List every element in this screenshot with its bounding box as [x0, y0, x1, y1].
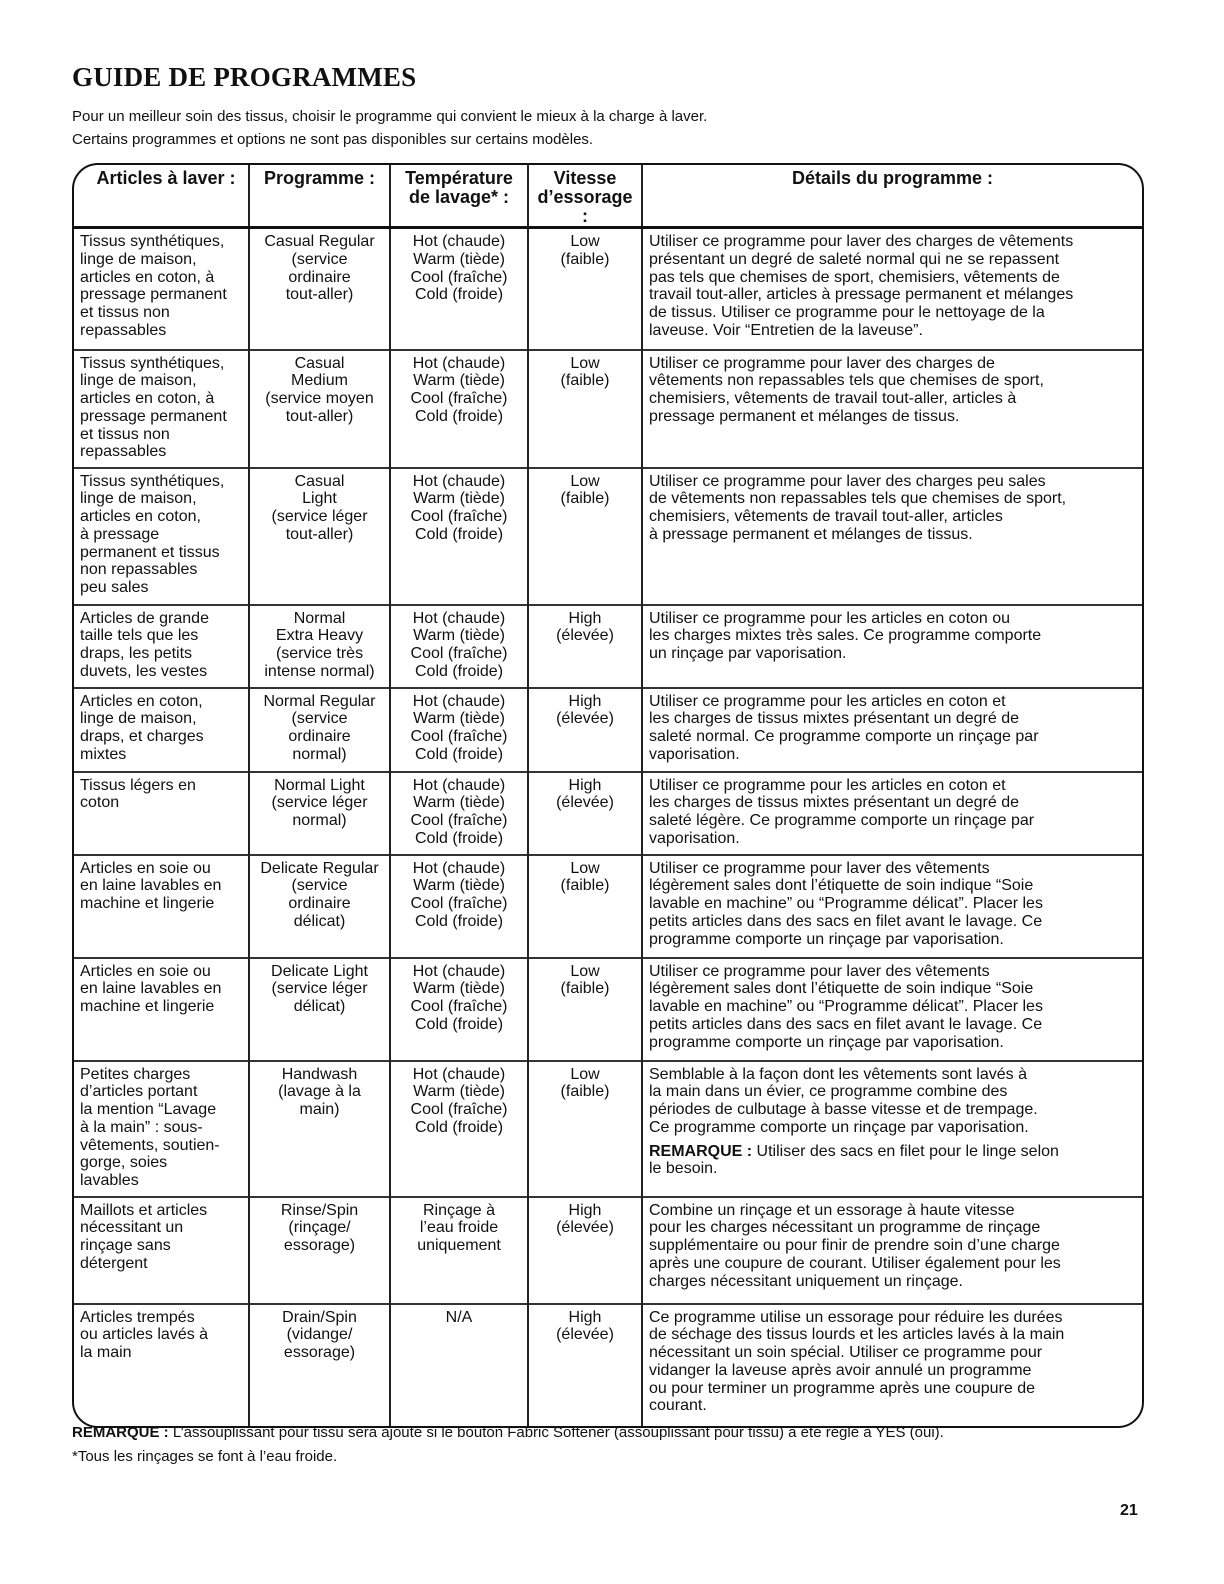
cell-articles	[74, 1061, 249, 1197]
cell-details	[642, 772, 1142, 855]
cell-vitesse	[528, 772, 642, 855]
cell-articles	[74, 228, 249, 350]
details-text: Utiliser ce programme pour laver des vêtements légèrement sales dont l’étiquette de soin indique “Soie lavable en machine” ou “Programme délicat”. Placer les petits articles dans des sacs en filet avant le lavage. Ce programme comporte un rinçage par vaporisation.	[649, 859, 1043, 948]
cell-articles	[74, 1304, 249, 1426]
cell-details	[642, 1197, 1142, 1304]
cell-vitesse	[528, 605, 642, 688]
header-programme: Programme :	[249, 165, 390, 228]
vitesse-text: High (élevée)	[556, 1201, 614, 1237]
details-text: Utiliser ce programme pour laver des vêtements légèrement sales dont l’étiquette de soin indique “Soie lavable en machine” ou “Programme délicat”. Placer les petits articles dans des sacs en filet avant le lavage. Ce programme comporte un rinçage par vaporisation.	[649, 962, 1043, 1051]
programme-text: Normal Light (service léger normal)	[271, 776, 368, 830]
temperature-text: Hot (chaude) Warm (tiède) Cool (fraîche) Cold (froide)	[410, 354, 508, 425]
row-note-label: REMARQUE :	[649, 1142, 753, 1160]
cell-details	[642, 1304, 1142, 1426]
table-row	[74, 688, 1142, 772]
vitesse-text: High (élevée)	[556, 776, 614, 812]
temperature-text: N/A	[445, 1308, 473, 1326]
articles-text: Articles trempés ou articles lavés à la main	[80, 1308, 209, 1362]
details-text: Combine un rinçage et un essorage à haute vitesse pour les charges nécessitant un programme de rinçage supplémentaire ou pour finir de prendre soin d’une charge après une coupure de courant. Utiliser également pour les charges nécessitant uniquement un rinçage.	[649, 1201, 1061, 1290]
table-row	[74, 605, 1142, 688]
table-row	[74, 468, 1142, 605]
page-number: 21	[1120, 1502, 1138, 1519]
temperature-text: Hot (chaude) Warm (tiède) Cool (fraîche) Cold (froide)	[410, 1065, 508, 1136]
footnote: *Tous les rinçages se font à l’eau froide.	[72, 1448, 338, 1465]
programme-text: Casual Medium (service moyen tout-aller)	[265, 354, 374, 425]
articles-text: Tissus synthétiques, linge de maison, articles en coton, à pressage permanent et tissus non repassables	[80, 233, 227, 339]
cell-vitesse	[528, 468, 642, 605]
cell-articles	[74, 958, 249, 1061]
articles-text: Petites charges d’articles portant la mention “Lavage à la main” : sous- vêtements, soutien- gorge, soies lavables	[80, 1065, 220, 1190]
cell-articles	[74, 1197, 249, 1304]
header-vitesse: Vitesse d’essorage :	[528, 165, 642, 228]
table-row	[74, 1197, 1142, 1304]
cell-articles	[74, 772, 249, 855]
temperature-text: Hot (chaude) Warm (tiède) Cool (fraîche) Cold (froide)	[410, 962, 508, 1033]
cell-programme	[249, 605, 390, 688]
table-row	[74, 772, 1142, 855]
table-row	[74, 350, 1142, 468]
programme-text: Delicate Regular (service ordinaire délicat)	[260, 859, 379, 930]
cell-programme	[249, 958, 390, 1061]
articles-text: Tissus légers en coton	[80, 776, 196, 812]
vitesse-text: Low (faible)	[560, 354, 610, 390]
page-title: GUIDE DE PROGRAMMES	[72, 62, 417, 92]
vitesse-text: Low (faible)	[560, 472, 610, 508]
details-text: Utiliser ce programme pour laver des charges de vêtements présentant un degré de saleté normal qui ne se repassent pas tels que chemises de sport, chemisiers, vêtements de travail tout-aller, articles à pressage permanent et mélanges de tissus. Utiliser ce programme pour le nettoyage de la laveuse. Voir “Entretien de la laveuse”.	[649, 233, 1074, 339]
temperature-text: Hot (chaude) Warm (tiède) Cool (fraîche) Cold (froide)	[410, 776, 508, 847]
vitesse-text: Low (faible)	[560, 1065, 610, 1101]
cell-details	[642, 605, 1142, 688]
cell-vitesse	[528, 688, 642, 772]
table-row	[74, 958, 1142, 1061]
footer-note-label: REMARQUE :	[72, 1424, 169, 1441]
cell-articles	[74, 605, 249, 688]
cell-temperature	[390, 228, 528, 350]
vitesse-text: High (élevée)	[556, 609, 614, 645]
programme-table	[72, 163, 1144, 1428]
cell-programme	[249, 468, 390, 605]
cell-articles	[74, 468, 249, 605]
intro-line-1: Pour un meilleur soin des tissus, choisir le programme qui convient le mieux à la charge à laver.	[72, 108, 708, 125]
cell-vitesse	[528, 1061, 642, 1197]
cell-programme	[249, 1061, 390, 1197]
details-text: Utiliser ce programme pour les articles en coton ou les charges mixtes très sales. Ce programme comporte un rinçage par vaporisation.	[649, 609, 1042, 663]
cell-temperature	[390, 1061, 528, 1197]
header-articles: Articles à laver :	[74, 165, 249, 228]
header-details: Détails du programme :	[642, 165, 1142, 228]
footer-note-text: L’assouplissant pour tissu sera ajouté si le bouton Fabric Softener (assouplissant pour tissu) a été réglé à YES (oui).	[168, 1424, 944, 1441]
vitesse-text: Low (faible)	[560, 233, 610, 268]
cell-details	[642, 958, 1142, 1061]
cell-details	[642, 350, 1142, 468]
vitesse-text: Low (faible)	[560, 962, 610, 998]
table-row	[74, 228, 1142, 350]
temperature-text: Hot (chaude) Warm (tiède) Cool (fraîche) Cold (froide)	[410, 859, 508, 930]
cell-vitesse	[528, 1197, 642, 1304]
cell-temperature	[390, 1304, 528, 1426]
cell-articles	[74, 855, 249, 958]
articles-text: Articles de grande taille tels que les draps, les petits duvets, les vestes	[80, 609, 209, 680]
programme-text: Normal Regular (service ordinaire normal)	[263, 692, 376, 763]
header-temperature: Température de lavage* :	[390, 165, 528, 228]
cell-programme	[249, 855, 390, 958]
cell-vitesse	[528, 228, 642, 350]
cell-details	[642, 228, 1142, 350]
footer-note	[72, 1424, 944, 1441]
cell-articles	[74, 350, 249, 468]
cell-temperature	[390, 605, 528, 688]
cell-temperature	[390, 350, 528, 468]
cell-programme	[249, 228, 390, 350]
programme-text: Casual Regular (service ordinaire tout-aller)	[264, 233, 375, 304]
cell-programme	[249, 350, 390, 468]
articles-text: Tissus synthétiques, linge de maison, articles en coton, à pressage permanent et tissus non repassables peu sales	[80, 472, 225, 597]
row-note-text: Utiliser des sacs en filet pour le linge selon le besoin.	[649, 1142, 1059, 1178]
temperature-text: Rinçage à l’eau froide uniquement	[417, 1201, 501, 1255]
temperature-text: Hot (chaude) Warm (tiède) Cool (fraîche) Cold (froide)	[410, 233, 508, 304]
table-row	[74, 1304, 1142, 1426]
programme-text: Casual Light (service léger tout-aller)	[271, 472, 368, 543]
cell-programme	[249, 688, 390, 772]
cell-programme	[249, 772, 390, 855]
cell-vitesse	[528, 855, 642, 958]
cell-vitesse	[528, 1304, 642, 1426]
details-text: Ce programme utilise un essorage pour réduire les durées de séchage des tissus lourds et les articles lavés à la main nécessitant un soin spécial. Utiliser ce programme pour vidanger la laveuse après avoir annulé un programme ou pour terminer un programme après une coupure de courant.	[649, 1308, 1065, 1415]
programme-text: Handwash (lavage à la main)	[278, 1065, 361, 1119]
details-text: Semblable à la façon dont les vêtements sont lavés à la main dans un évier, ce programme combine des périodes de culbutage à basse vitesse et de trempage. Ce programme comporte un rinçage par vaporisation.	[649, 1065, 1038, 1136]
cell-vitesse	[528, 350, 642, 468]
articles-text: Articles en soie ou en laine lavables en machine et lingerie	[80, 859, 222, 913]
cell-vitesse	[528, 958, 642, 1061]
details-text: Utiliser ce programme pour laver des charges de vêtements non repassables tels que chemises de sport, chemisiers, vêtements de travail tout-aller, articles à pressage permanent et mélanges de tissus.	[649, 354, 1044, 425]
cell-details	[642, 855, 1142, 958]
cell-details	[642, 1061, 1142, 1197]
vitesse-text: High (élevée)	[556, 692, 614, 728]
table-row	[74, 1061, 1142, 1197]
temperature-text: Hot (chaude) Warm (tiède) Cool (fraîche) Cold (froide)	[410, 609, 508, 680]
table-row	[74, 855, 1142, 958]
details-text: Utiliser ce programme pour laver des charges peu sales de vêtements non repassables tels que chemises de sport, chemisiers, vêtements de travail tout-aller, articles à pressage permanent et mélanges de tissus.	[649, 472, 1067, 543]
cell-temperature	[390, 772, 528, 855]
cell-temperature	[390, 1197, 528, 1304]
details-text: Utiliser ce programme pour les articles en coton et les charges de tissus mixtes présentant un degré de saleté légère. Ce programme comporte un rinçage par vaporisation.	[649, 776, 1035, 847]
temperature-text: Hot (chaude) Warm (tiède) Cool (fraîche) Cold (froide)	[410, 472, 508, 543]
cell-temperature	[390, 958, 528, 1061]
cell-details	[642, 688, 1142, 772]
programme-text: Rinse/Spin (rinçage/ essorage)	[280, 1201, 359, 1255]
cell-programme	[249, 1197, 390, 1304]
programme-text: Drain/Spin (vidange/ essorage)	[282, 1308, 357, 1362]
programme-text: Normal Extra Heavy (service très intense normal)	[264, 609, 375, 680]
cell-programme	[249, 1304, 390, 1426]
articles-text: Articles en soie ou en laine lavables en machine et lingerie	[80, 962, 222, 1016]
cell-temperature	[390, 855, 528, 958]
cell-details	[642, 468, 1142, 605]
cell-articles	[74, 688, 249, 772]
cell-temperature	[390, 468, 528, 605]
vitesse-text: Low (faible)	[560, 859, 610, 895]
programme-text: Delicate Light (service léger délicat)	[271, 962, 368, 1016]
articles-text: Articles en coton, linge de maison, draps, et charges mixtes	[80, 692, 204, 763]
intro-line-2: Certains programmes et options ne sont pas disponibles sur certains modèles.	[72, 131, 594, 148]
articles-text: Maillots et articles nécessitant un rinçage sans détergent	[80, 1201, 208, 1272]
articles-text: Tissus synthétiques, linge de maison, articles en coton, à pressage permanent et tissus non repassables	[80, 354, 227, 461]
details-text: Utiliser ce programme pour les articles en coton et les charges de tissus mixtes présentant un degré de saleté normal. Ce programme comporte un rinçage par vaporisation.	[649, 692, 1039, 763]
temperature-text: Hot (chaude) Warm (tiède) Cool (fraîche) Cold (froide)	[410, 692, 508, 763]
row-note	[649, 1143, 1136, 1179]
vitesse-text: High (élevée)	[556, 1308, 614, 1344]
cell-temperature	[390, 688, 528, 772]
